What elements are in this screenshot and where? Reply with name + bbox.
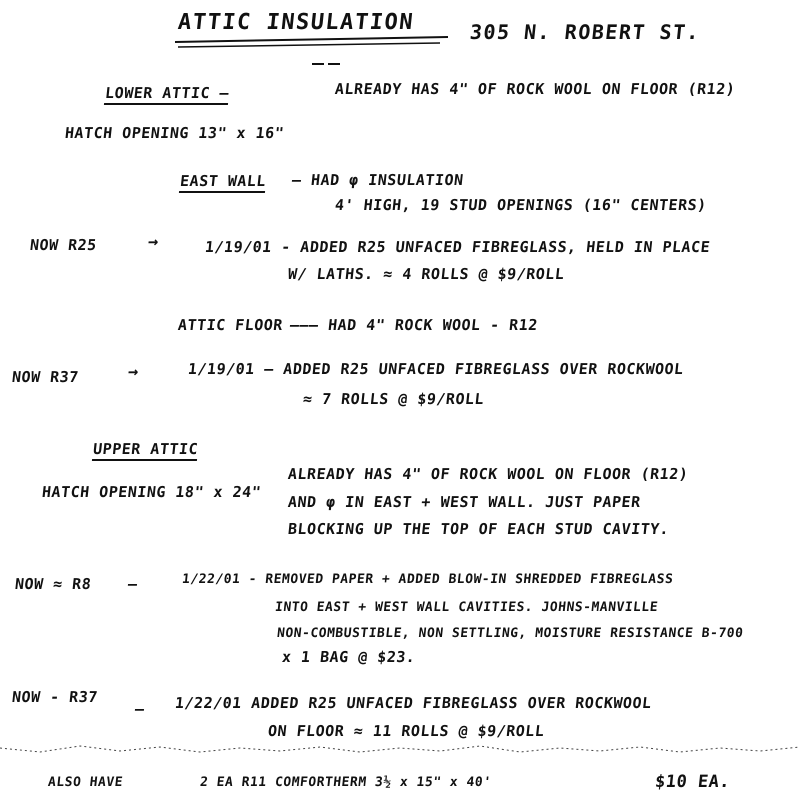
- east-wall-line2: 4' HIGH, 19 STUD OPENINGS (16" CENTERS): [334, 196, 708, 214]
- upper-attic-hatch: HATCH OPENING 18" x 24": [41, 483, 263, 501]
- upper-attic-heading: UPPER ATTIC: [92, 440, 199, 461]
- footer-price: $10 EA.: [653, 772, 732, 792]
- upper-wall-status: NOW ≈ R8: [14, 575, 93, 593]
- lower-attic-note: ALREADY HAS 4" OF ROCK WOOL ON FLOOR (R12): [334, 80, 737, 98]
- upper-wall-entry-line2: INTO EAST + WEST WALL CAVITIES. JOHNS-MANVILLE: [274, 600, 659, 615]
- upper-floor-entry-line2: ON FLOOR ≈ 11 ROLLS @ $9/ROLL: [267, 722, 546, 740]
- page-title: ATTIC INSULATION: [176, 10, 416, 35]
- upper-floor-status: NOW - R37: [11, 688, 99, 706]
- upper-attic-note-line3: BLOCKING UP THE TOP OF EACH STUD CAVITY.: [287, 520, 671, 538]
- upper-wall-entry-line3: NON-COMBUSTIBLE, NON SETTLING, MOISTURE RESISTANCE B-700: [276, 626, 745, 641]
- upper-attic-note-line1: ALREADY HAS 4" OF ROCK WOOL ON FLOOR (R12): [287, 465, 690, 483]
- upper-floor-entry-line1: 1/22/01 ADDED R25 UNFACED FIBREGLASS OVER ROCKWOOL: [174, 694, 653, 712]
- attic-floor-status: NOW R37: [11, 368, 80, 386]
- upper-wall-dash: —: [127, 575, 139, 593]
- east-wall-line1: — HAD φ INSULATION: [291, 171, 465, 189]
- east-wall-arrow: →: [146, 232, 160, 252]
- east-wall-heading: EAST WALL: [179, 172, 267, 193]
- footer-label: ALSO HAVE: [47, 775, 124, 790]
- east-wall-status: NOW R25: [29, 236, 98, 254]
- upper-attic-note-line2: AND φ IN EAST + WEST WALL. JUST PAPER: [287, 493, 642, 511]
- footer-item: 2 EA R11 COMFORTHERM 3½ x 15" x 40': [199, 775, 493, 790]
- attic-floor-entry-line1: 1/19/01 — ADDED R25 UNFACED FIBREGLASS OVER ROCKWOOL: [187, 360, 685, 378]
- address: 305 N. ROBERT ST.: [468, 20, 702, 44]
- lower-attic-heading: LOWER ATTIC —: [104, 84, 230, 105]
- attic-floor-arrow: →: [126, 362, 140, 382]
- upper-wall-entry-line4: x 1 BAG @ $23.: [281, 648, 417, 666]
- upper-floor-dash: —: [134, 700, 146, 718]
- east-wall-entry-line1: 1/19/01 - ADDED R25 UNFACED FIBREGLASS, HELD IN PLACE: [204, 238, 712, 256]
- lower-attic-hatch: HATCH OPENING 13" x 16": [64, 124, 286, 142]
- upper-wall-entry-line1: 1/22/01 - REMOVED PAPER + ADDED BLOW-IN SHREDDED FIBREGLASS: [181, 572, 675, 587]
- attic-floor-heading: ATTIC FLOOR: [177, 316, 284, 334]
- attic-floor-entry-line2: ≈ 7 ROLLS @ $9/ROLL: [302, 390, 486, 408]
- attic-floor-note: ——— HAD 4" ROCK WOOL - R12: [289, 316, 539, 334]
- east-wall-entry-line2: W/ LATHS. ≈ 4 ROLLS @ $9/ROLL: [287, 265, 566, 283]
